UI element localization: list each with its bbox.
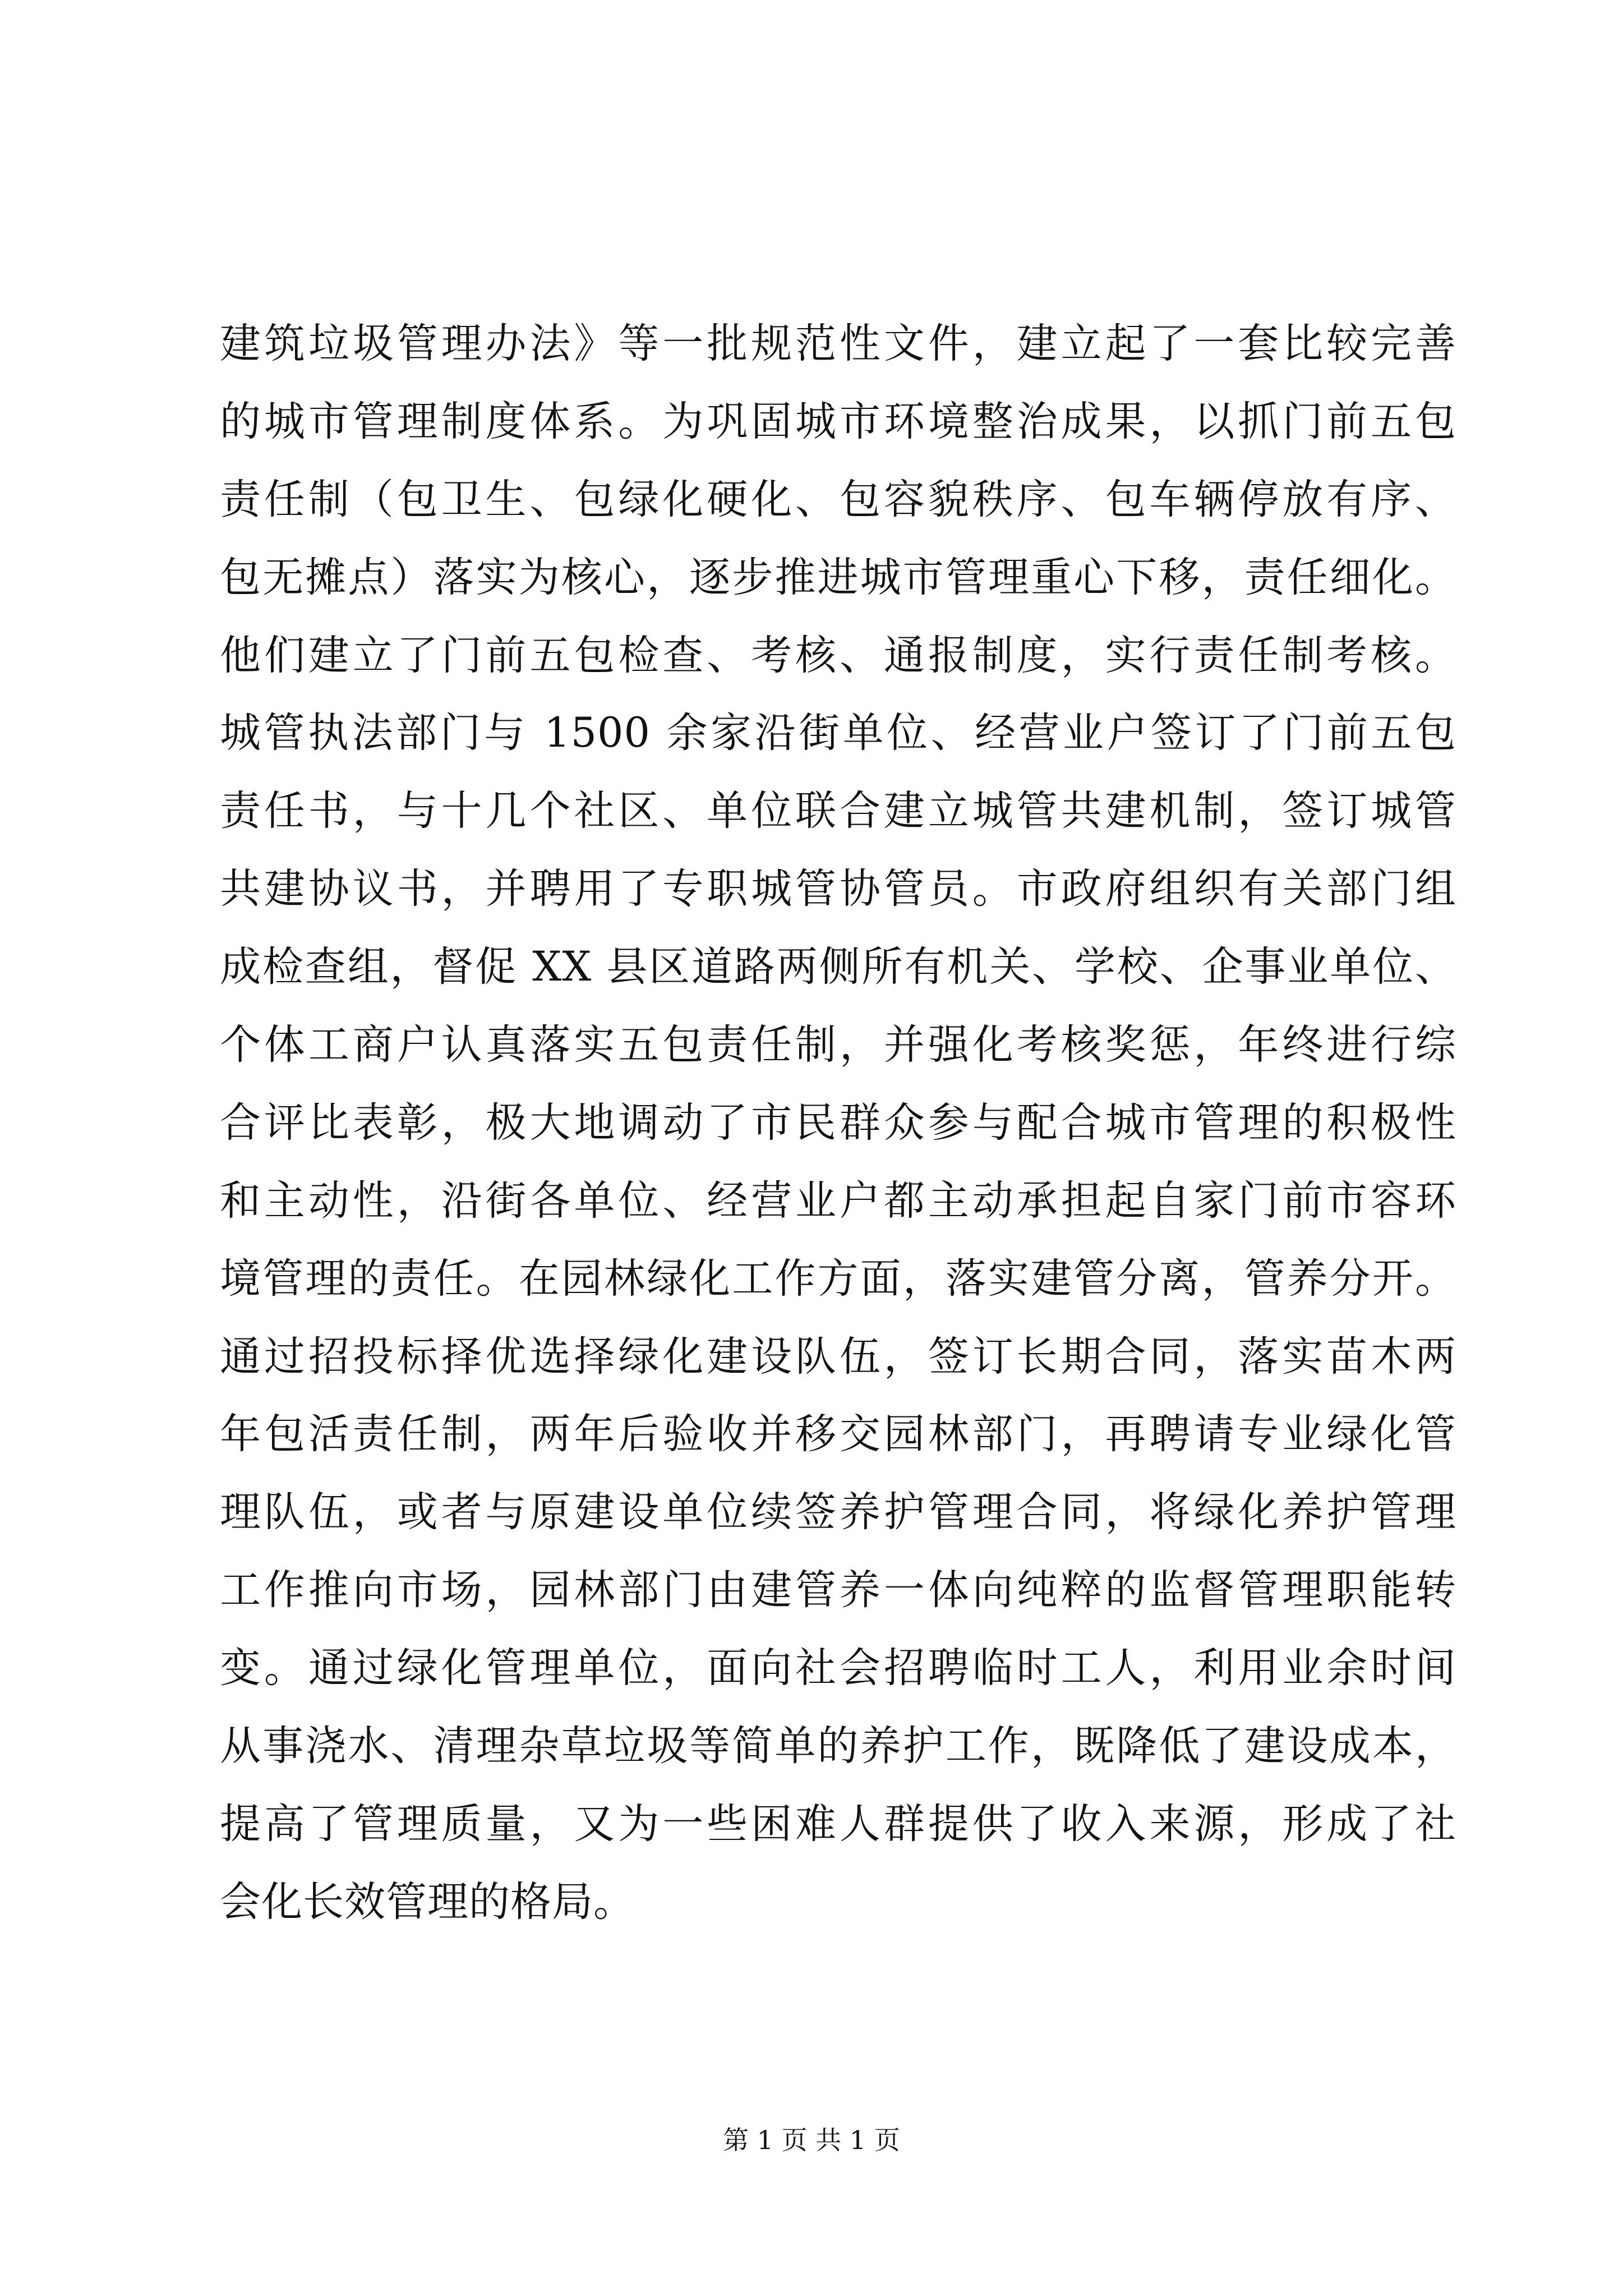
text-line: 个体工商户认真落实五包责任制，并强化考核奖惩，年终进行综 (220, 1021, 1456, 1069)
text-line: 理队伍，或者与原建设单位续签养护管理合同，将绿化养护管理 (220, 1488, 1456, 1536)
text-line: 包无摊点）落实为核心，逐步推进城市管理重心下移，责任细化。 (220, 553, 1456, 601)
text-line: 合评比表彰，极大地调动了市民群众参与配合城市管理的积极性 (220, 1098, 1456, 1147)
text-line: 提高了管理质量，又为一些困难人群提供了收入来源，形成了社 (220, 1800, 1456, 1848)
text-line: 责任书，与十几个社区、单位联合建立城管共建机制，签订城管 (220, 787, 1456, 835)
body-text (220, 305, 1456, 1941)
text-line: 工作推向市场，园林部门由建管养一体向纯粹的监督管理职能转 (220, 1566, 1456, 1614)
text-line: 责任制（包卫生、包绿化硬化、包容貌秩序、包车辆停放有序、 (220, 475, 1456, 523)
text-line: 年包活责任制，两年后验收并移交园林部门，再聘请专业绿化管 (220, 1410, 1456, 1458)
text-line: 通过招投标择优选择绿化建设队伍，签订长期合同，落实苗木两 (220, 1332, 1456, 1381)
text-line: 他们建立了门前五包检查、考核、通报制度，实行责任制考核。 (220, 631, 1456, 679)
text-line: 的城市管理制度体系。为巩固城市环境整治成果，以抓门前五包 (220, 397, 1456, 445)
text-line: 成检查组，督促 XX 县区道路两侧所有机关、学校、企事业单位、 (220, 943, 1456, 991)
text-line: 会化长效管理的格局。 (220, 1878, 635, 1926)
text-line: 建筑垃圾管理办法》等一批规范性文件，建立起了一套比较完善 (220, 320, 1456, 367)
text-line: 城管执法部门与 1500 余家沿街单位、经营业户签订了门前五包 (220, 709, 1456, 757)
text-line: 共建协议书，并聘用了专职城管协管员。市政府组织有关部门组 (220, 865, 1456, 913)
text-line: 境管理的责任。在园林绿化工作方面，落实建管分离，管养分开。 (220, 1254, 1456, 1303)
text-line: 变。通过绿化管理单位，面向社会招聘临时工人，利用业余时间 (220, 1644, 1456, 1692)
text-line: 从事浇水、清理杂草垃圾等简单的养护工作，既降低了建设成本， (220, 1722, 1456, 1770)
page-footer (0, 2123, 1623, 2157)
page-number: 第 1 页 共 1 页 (723, 2125, 900, 2155)
text-line: 和主动性，沿街各单位、经营业户都主动承担起自家门前市容环 (220, 1176, 1456, 1225)
